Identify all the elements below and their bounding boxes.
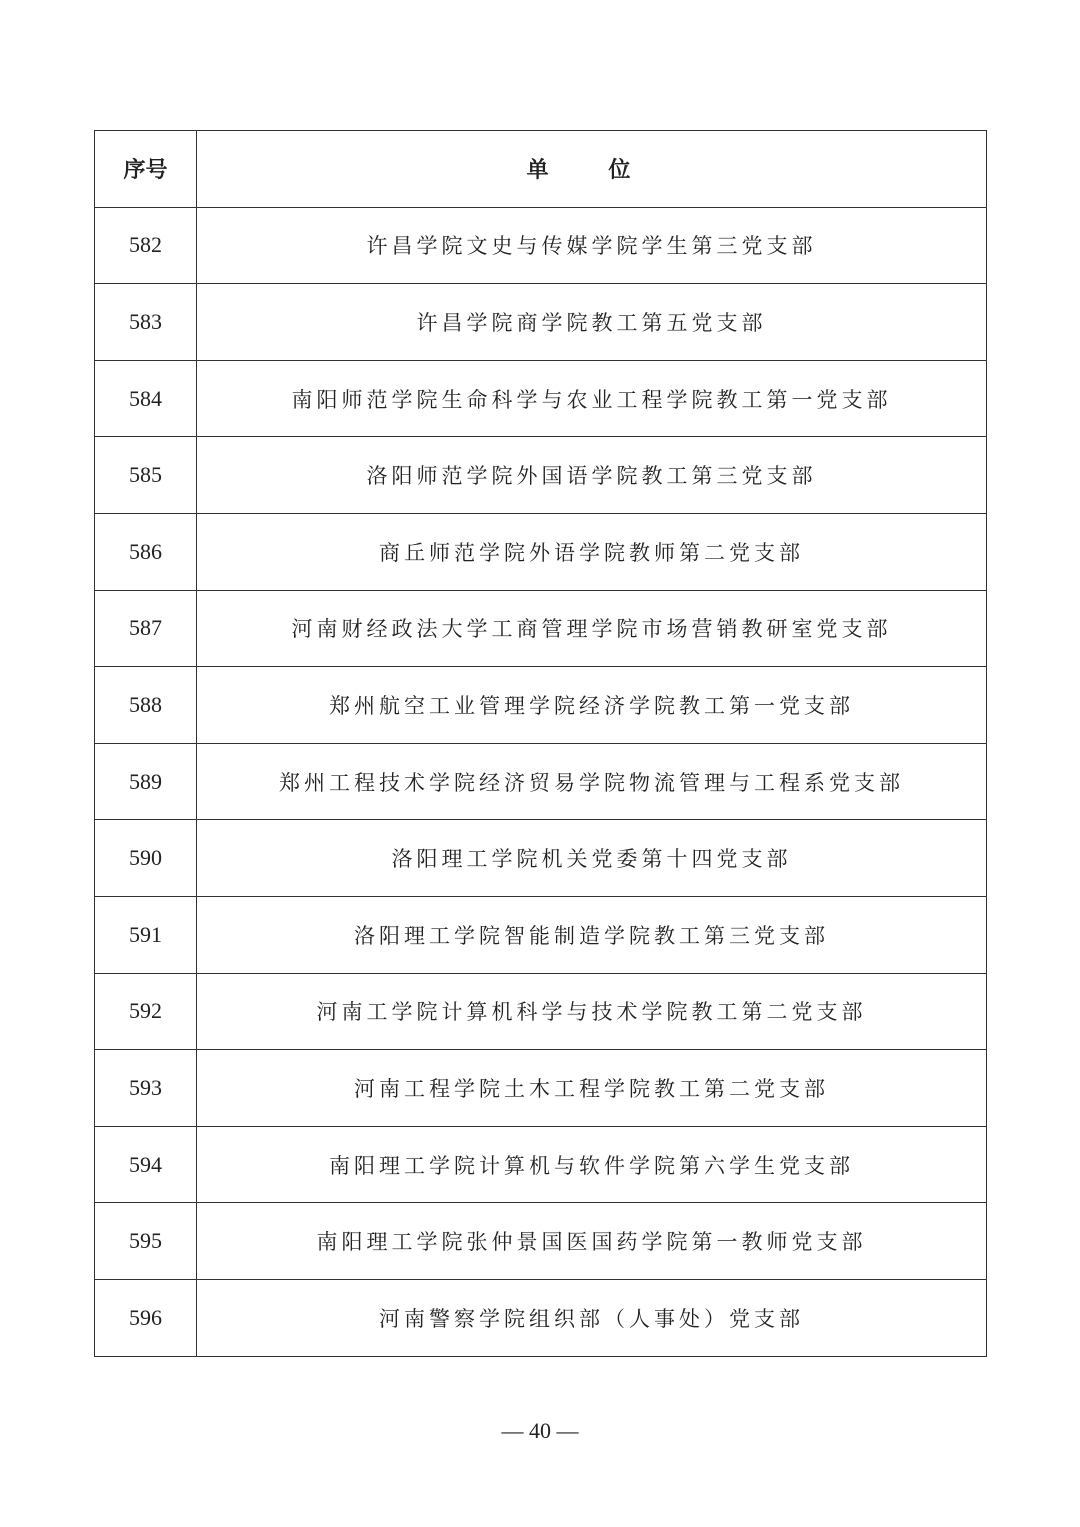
unit-name-cell: 河南警察学院组织部（人事处）党支部	[197, 1279, 987, 1356]
table-row	[95, 1126, 987, 1203]
serial-number-cell: 594	[95, 1126, 197, 1203]
table-row	[95, 743, 987, 820]
serial-number-cell: 582	[95, 207, 197, 284]
serial-number-cell: 591	[95, 896, 197, 973]
serial-number-cell: 583	[95, 284, 197, 361]
table-row	[95, 590, 987, 667]
unit-name-cell: 南阳师范学院生命科学与农业工程学院教工第一党支部	[197, 360, 987, 437]
table-row	[95, 207, 987, 284]
header-unit: 单 位	[197, 131, 987, 208]
unit-name-cell: 河南财经政法大学工商管理学院市场营销教研室党支部	[197, 590, 987, 667]
serial-number-cell: 587	[95, 590, 197, 667]
serial-number-cell: 592	[95, 973, 197, 1050]
unit-name-cell: 洛阳理工学院智能制造学院教工第三党支部	[197, 896, 987, 973]
serial-number-cell: 584	[95, 360, 197, 437]
unit-name-cell: 洛阳理工学院机关党委第十四党支部	[197, 820, 987, 897]
unit-name-cell: 许昌学院商学院教工第五党支部	[197, 284, 987, 361]
table-row	[95, 667, 987, 744]
serial-number-cell: 595	[95, 1203, 197, 1280]
serial-number-cell: 590	[95, 820, 197, 897]
table-row	[95, 513, 987, 590]
unit-name-cell: 洛阳师范学院外国语学院教工第三党支部	[197, 437, 987, 514]
table-header-row	[95, 131, 987, 208]
table-row	[95, 973, 987, 1050]
table-row	[95, 1203, 987, 1280]
unit-name-cell: 南阳理工学院计算机与软件学院第六学生党支部	[197, 1126, 987, 1203]
header-serial-number: 序号	[95, 131, 197, 208]
unit-name-cell: 河南工程学院土木工程学院教工第二党支部	[197, 1050, 987, 1127]
page-number: — 40 —	[501, 1418, 579, 1443]
unit-name-cell: 郑州航空工业管理学院经济学院教工第一党支部	[197, 667, 987, 744]
serial-number-cell: 586	[95, 513, 197, 590]
serial-number-cell: 593	[95, 1050, 197, 1127]
table-row	[95, 1279, 987, 1356]
unit-list-table	[94, 130, 987, 1357]
unit-name-cell: 郑州工程技术学院经济贸易学院物流管理与工程系党支部	[197, 743, 987, 820]
table-row	[95, 896, 987, 973]
serial-number-cell: 596	[95, 1279, 197, 1356]
serial-number-cell: 589	[95, 743, 197, 820]
serial-number-cell: 588	[95, 667, 197, 744]
unit-name-cell: 许昌学院文史与传媒学院学生第三党支部	[197, 207, 987, 284]
serial-number-cell: 585	[95, 437, 197, 514]
unit-name-cell: 商丘师范学院外语学院教师第二党支部	[197, 513, 987, 590]
table-row	[95, 284, 987, 361]
table-row	[95, 360, 987, 437]
unit-name-cell: 河南工学院计算机科学与技术学院教工第二党支部	[197, 973, 987, 1050]
table-row	[95, 820, 987, 897]
table-row	[95, 437, 987, 514]
unit-name-cell: 南阳理工学院张仲景国医国药学院第一教师党支部	[197, 1203, 987, 1280]
table-row	[95, 1050, 987, 1127]
